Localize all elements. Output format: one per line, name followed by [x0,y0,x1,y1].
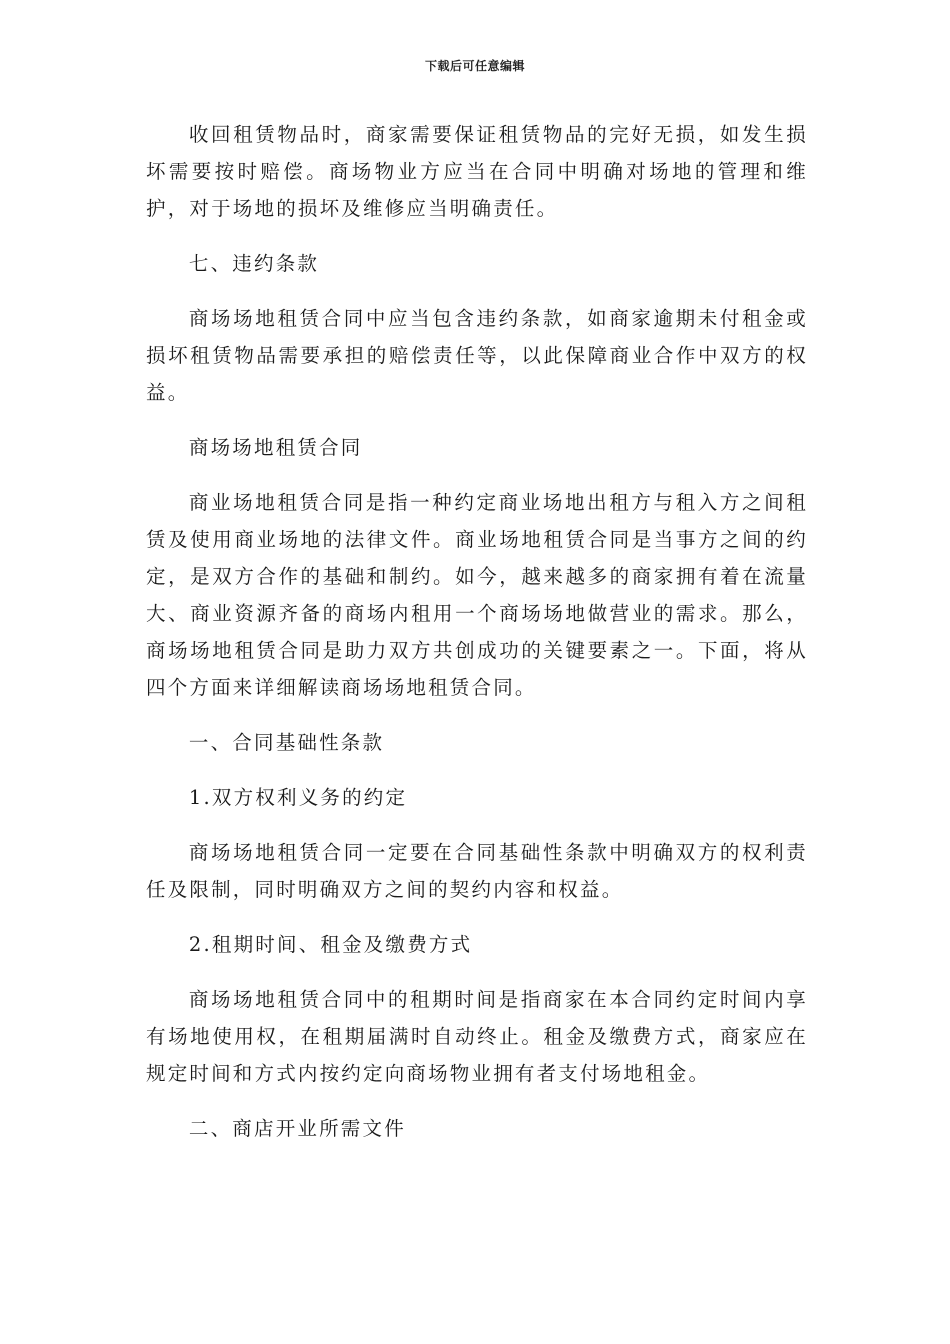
header-note: 下载后可任意编辑 [424,59,525,73]
paragraph-rights-obligations: 商场场地租赁合同一定要在合同基础性条款中明确双方的权利责任及限制，同时明确双方之间的契约内容和权益。 [146,841,808,901]
paragraph-lease-intro: 商业场地租赁合同是指一种约定商业场地出租方与租入方之间租赁及使用商业场地的法律文件。商业场地租赁合同是当事方之间的约定，是双方合作的基础和制约。如今，越来越多的商家拥有着在流量大、商业资源齐备的商场内租用一个商场场地做营业的需求。那么，商场场地租赁合同是助力双方共创成功的关键要素之一。下面，将从四个方面来详细解读商场场地租赁合同。 [146,491,808,699]
paragraph-lease-term-rent: 商场场地租赁合同中的租期时间是指商家在本合同约定时间内享有场地使用权，在租期届满时自动终止。租金及缴费方式，商家应在规定时间和方式内按约定向商场物业拥有者支付场地租金。 [146,988,808,1085]
heading-basic-terms: 一、合同基础性条款 [188,731,385,754]
paragraph-breach-clause: 商场场地租赁合同中应当包含违约条款，如商家逾期未付租金或损坏租赁物品需要承担的赔偿责任等，以此保障商业合作中双方的权益。 [146,307,808,404]
document-body [146,116,808,1147]
heading-lease-contract: 商场场地租赁合同 [188,436,363,459]
heading-lease-term-rent: 2.租期时间、租金及缴费方式 [188,933,473,956]
heading-opening-documents: 二、商店开业所需文件 [188,1117,406,1140]
paragraph-return-items: 收回租赁物品时，商家需要保证租赁物品的完好无损，如发生损坏需要按时赔偿。商场物业方应当在合同中明确对场地的管理和维护，对于场地的损坏及维修应当明确责任。 [146,123,808,220]
heading-breach-clause: 七、违约条款 [188,252,320,275]
heading-rights-obligations: 1.双方权利义务的约定 [188,786,408,809]
